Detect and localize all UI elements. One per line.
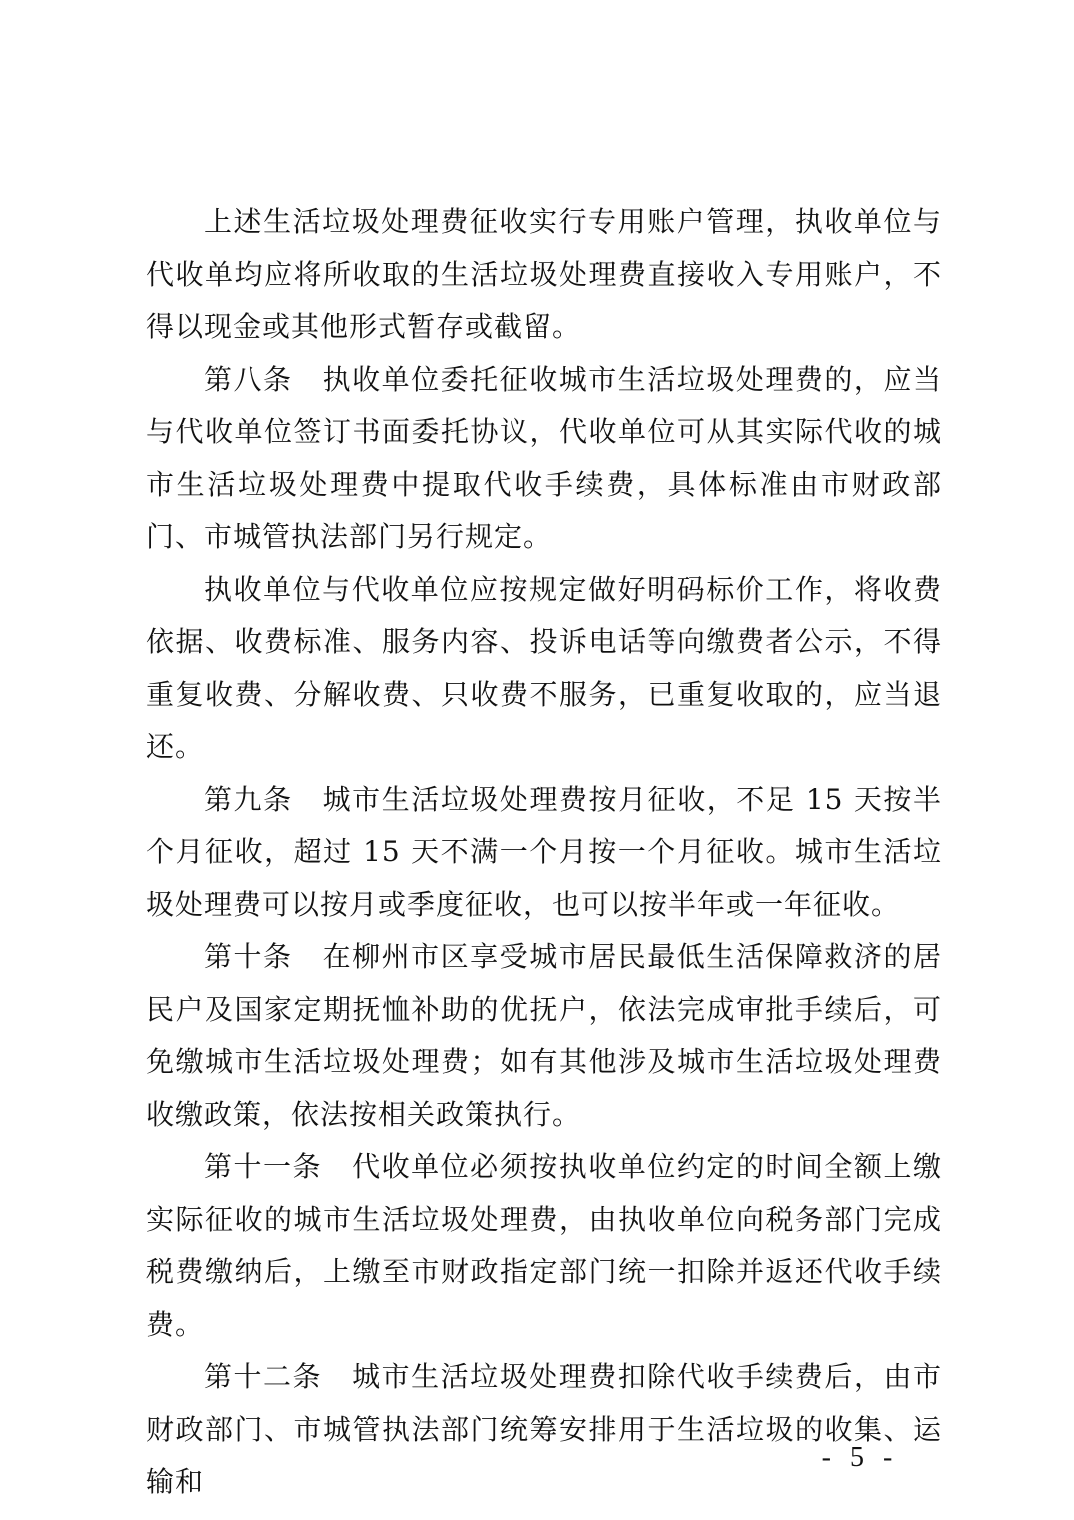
- article-number: 第十条: [204, 940, 293, 973]
- paragraph-text: 执收单位与代收单位应按规定做好明码标价工作，将收费依据、收费标准、服务内容、投诉电话等向缴费者公示，不得重复收费、分解收费、只收费不服务，已重复收取的，应当退还。: [146, 572, 942, 763]
- paragraph-text: 执收单位委托征收城市生活垃圾处理费的，应当与代收单位签订书面委托协议，代收单位可从其实际代收的城市生活垃圾处理费中提取代收手续费，具体标准由市财政部门、市城管执法部门另行规定。: [146, 362, 942, 553]
- page-number: - 5 -: [821, 1442, 899, 1473]
- article-8: [146, 354, 942, 564]
- paragraph-text: 在柳州市区享受城市居民最低生活保障救济的居民户及国家定期抚恤补助的优抚户，依法完成审批手续后，可免缴城市生活垃圾处理费；如有其他涉及城市生活垃圾处理费收缴政策，依法按相关政策执行。: [146, 940, 942, 1131]
- article-number: 第十一条: [204, 1150, 323, 1183]
- article-number: 第十二条: [204, 1360, 323, 1393]
- article-12: [146, 1351, 942, 1509]
- paragraph-account-management: [146, 196, 942, 354]
- paragraph-price-disclosure: [146, 564, 942, 774]
- paragraph-text: 城市生活垃圾处理费扣除代收手续费后，由市财政部门、市城管执法部门统筹安排用于生活垃圾的收集、运输和: [146, 1360, 942, 1498]
- article-9: [146, 774, 942, 932]
- paragraph-text: 城市生活垃圾处理费按月征收，不足 15 天按半个月征收，超过 15 天不满一个月按一个月征收。城市生活垃圾处理费可以按月或季度征收，也可以按半年或一年征收。: [146, 782, 942, 921]
- paragraph-text: 上述生活垃圾处理费征收实行专用账户管理，执收单位与代收单均应将所收取的生活垃圾处理费直接收入专用账户，不得以现金或其他形式暂存或截留。: [146, 205, 942, 343]
- paragraph-text: 代收单位必须按执收单位约定的时间全额上缴实际征收的城市生活垃圾处理费，由执收单位向税务部门完成税费缴纳后，上缴至市财政指定部门统一扣除并返还代收手续费。: [146, 1150, 942, 1341]
- article-11: [146, 1141, 942, 1351]
- document-body: [146, 196, 942, 1509]
- article-number: 第八条: [204, 362, 293, 396]
- article-10: [146, 931, 942, 1141]
- article-number: 第九条: [204, 782, 293, 816]
